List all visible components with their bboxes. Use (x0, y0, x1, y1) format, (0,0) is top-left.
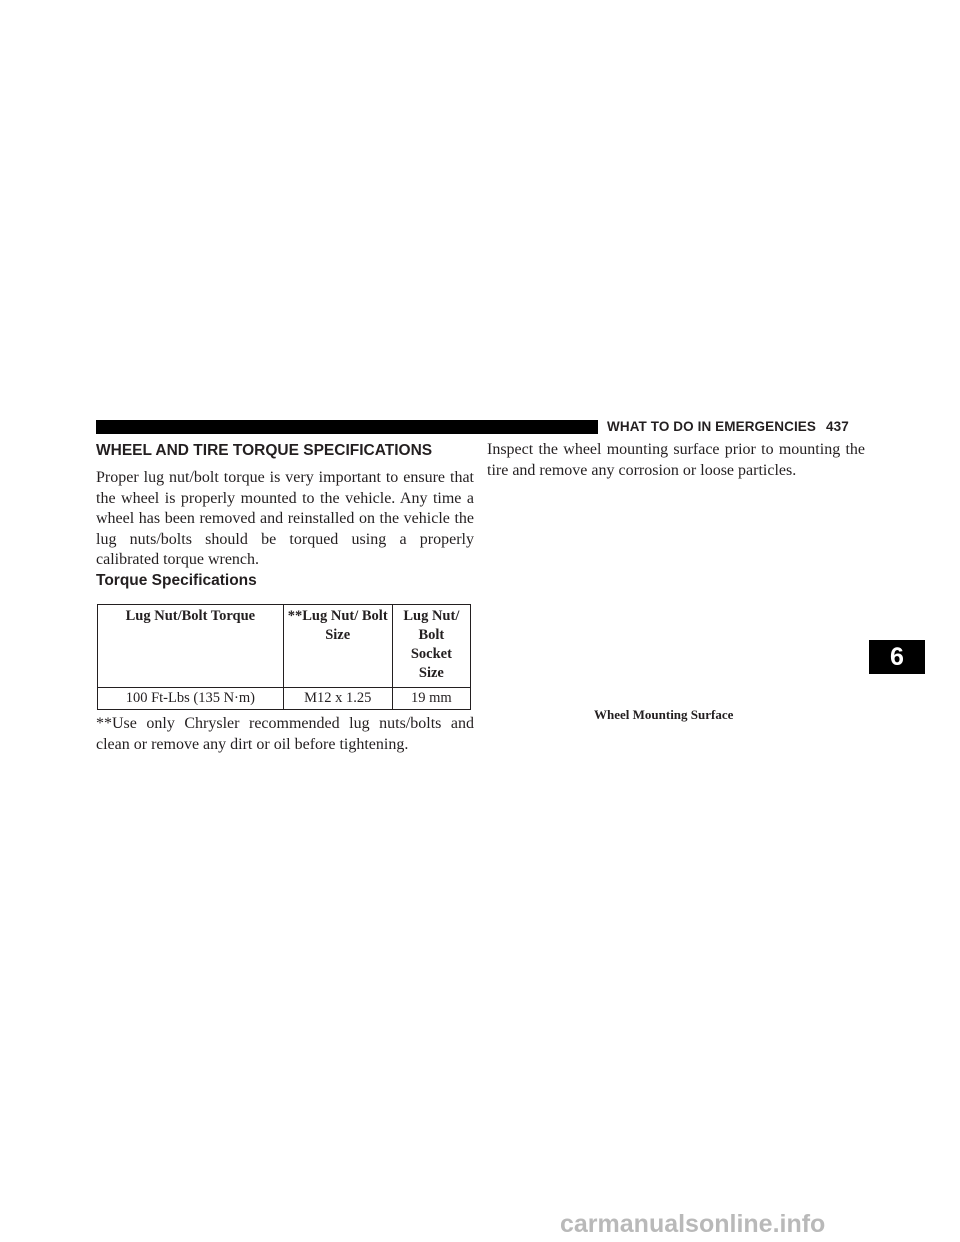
table-row (98, 688, 471, 710)
torque-spec-table (97, 604, 471, 710)
subsection-title: Torque Specifications (96, 572, 257, 589)
intro-paragraph: Proper lug nut/bolt torque is very important to ensure that the wheel is properly mounted to the vehicle. Any time a wheel has been removed and reinstalled on the vehicle the lug nuts/bolts should be torqued using a properly calibrated torque wrench. (96, 469, 474, 568)
header-section-name: WHAT TO DO IN EMERGENCIES (607, 419, 817, 434)
table-cell-socket-size: 19 mm (392, 688, 470, 710)
running-header (607, 419, 849, 434)
chapter-tab: 6 (869, 640, 925, 674)
header-rule (96, 420, 598, 434)
table-header-bolt-size: **Lug Nut/ Bolt Size (283, 605, 392, 688)
table-cell-torque: 100 Ft-Lbs (135 N·m) (98, 688, 284, 710)
figure-caption: Wheel Mounting Surface (594, 707, 734, 722)
section-title: WHEEL AND TIRE TORQUE SPECIFICATIONS (96, 442, 433, 459)
table-header-torque: Lug Nut/Bolt Torque (98, 605, 284, 688)
table-header-socket-size: Lug Nut/ Bolt Socket Size (392, 605, 470, 688)
footnote-paragraph: **Use only Chrysler recommended lug nuts/bolts and clean or remove any dirt or oil before tightening. (96, 715, 474, 753)
watermark: carmanualsonline.info (560, 1210, 826, 1238)
table-cell-bolt-size: M12 x 1.25 (283, 688, 392, 710)
table-header-row (98, 605, 471, 688)
page-number: 437 (826, 419, 849, 434)
inspect-paragraph: Inspect the wheel mounting surface prior to mounting the tire and remove any corrosion or loose particles. (487, 441, 865, 479)
